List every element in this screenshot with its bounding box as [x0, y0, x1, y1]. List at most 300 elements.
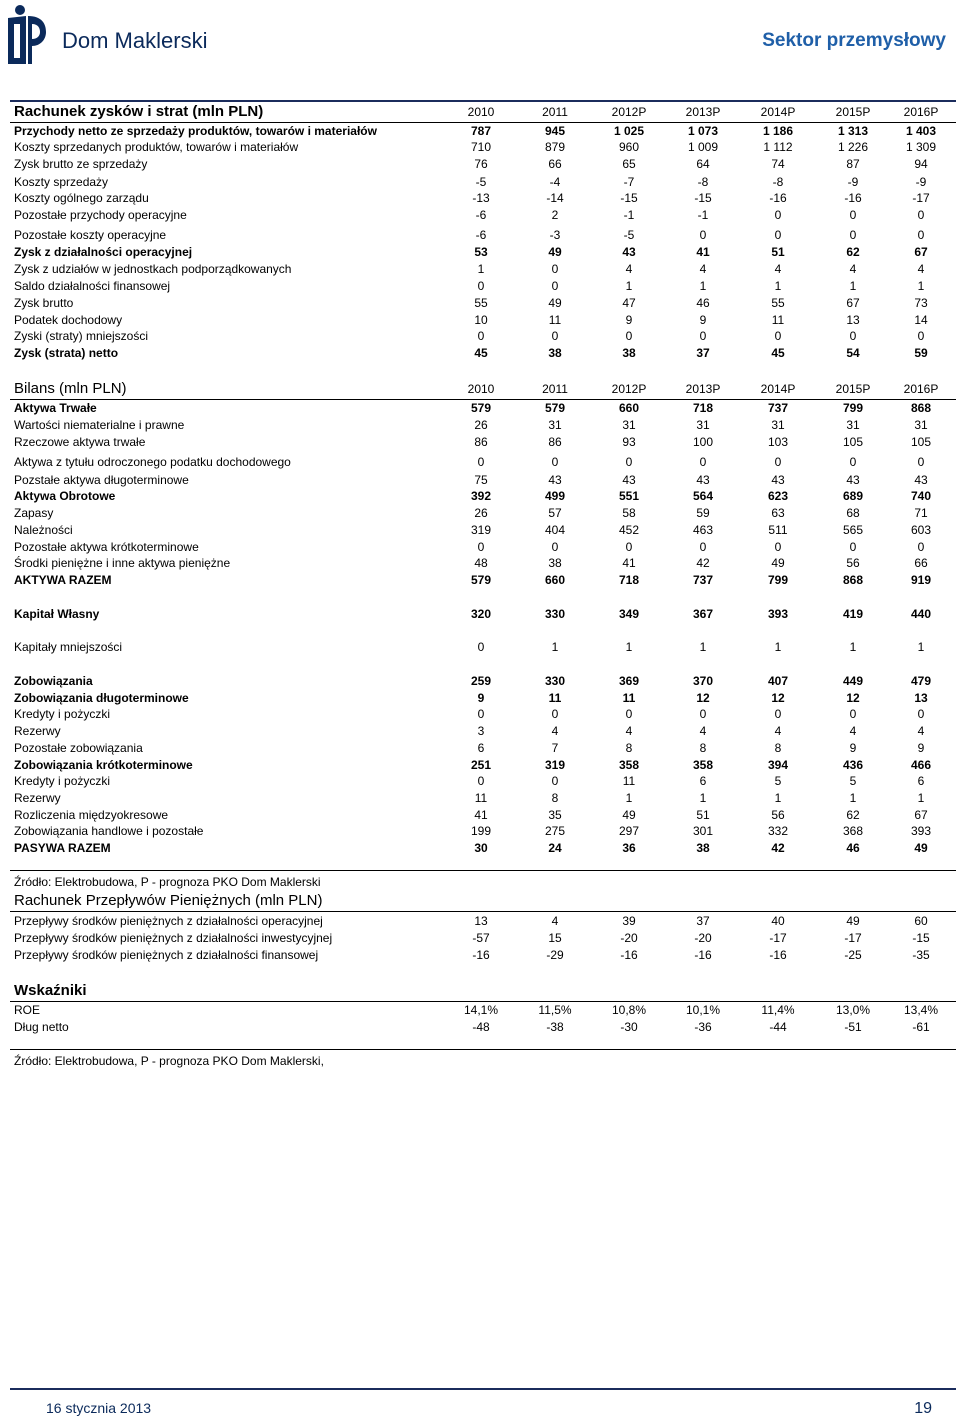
income-row [14, 278, 944, 295]
cell-value: -15 [694, 191, 712, 205]
cell-value: -30 [620, 1020, 638, 1034]
row-label: Koszty ogólnego zarządu [14, 191, 149, 205]
cell-value: 76 [474, 157, 488, 171]
cell-value: 787 [470, 124, 492, 138]
cell-value: 4 [849, 262, 857, 276]
cell-value: 86 [548, 435, 562, 449]
cell-value: -1 [623, 208, 635, 222]
source-rule-1 [10, 870, 956, 871]
cell-value: 0 [774, 540, 782, 554]
cell-value: 368 [842, 824, 864, 838]
cell-value: 74 [771, 157, 785, 171]
cell-value: 11 [474, 791, 488, 805]
year-header: 2010 [467, 382, 495, 396]
cell-value: 1 [849, 791, 857, 805]
cell-value: -25 [844, 948, 862, 962]
cell-value: 36 [622, 841, 636, 855]
source-note-2: Źródło: Elektrobudowa, P - prognoza PKO Dom Maklerski, [14, 1054, 324, 1068]
row-label: Kapitał Własny [14, 607, 100, 621]
year-header: 2013P [685, 105, 721, 119]
income-row [14, 227, 944, 244]
row-label: Kapitały mniejszości [14, 640, 123, 654]
cell-value: 275 [544, 824, 566, 838]
cell-value: 46 [846, 841, 860, 855]
cell-value: 0 [551, 455, 559, 469]
cell-value: 67 [914, 245, 928, 259]
balance-row [14, 690, 944, 707]
cell-value: 5 [774, 774, 782, 788]
cell-value: -16 [694, 948, 712, 962]
cell-value: 0 [774, 455, 782, 469]
cell-value: 2 [551, 208, 559, 222]
year-header: 2016P [903, 382, 939, 396]
cell-value: 87 [846, 157, 860, 171]
cell-value: 66 [548, 157, 562, 171]
cell-value: 330 [544, 674, 566, 688]
cell-value: 12 [696, 691, 710, 705]
cell-value: 0 [477, 279, 485, 293]
cell-value: -35 [912, 948, 930, 962]
cell-value: -29 [546, 948, 564, 962]
row-label: Przepływy środków pieniężnych z działalności finansowej [14, 948, 319, 962]
cell-value: 31 [846, 418, 860, 432]
balance-row [14, 539, 944, 556]
cell-value: 660 [618, 401, 640, 415]
cell-value: 0 [917, 208, 925, 222]
cell-value: 57 [548, 506, 562, 520]
cell-value: -44 [769, 1020, 787, 1034]
row-label: Zobowiązania długoterminowe [14, 691, 189, 705]
row-label: Zobowiązania [14, 674, 93, 688]
cell-value: 53 [474, 245, 488, 259]
cell-value: 10,8% [611, 1003, 647, 1017]
cell-value: 689 [842, 489, 864, 503]
cell-value: 8 [699, 741, 707, 755]
balance-row [14, 639, 944, 656]
cell-value: 38 [696, 841, 710, 855]
cell-value: 367 [692, 607, 714, 621]
ratios-title: Wskaźniki [14, 982, 87, 999]
income-row [14, 345, 944, 362]
row-label: Rozliczenia międzyokresowe [14, 808, 169, 822]
cell-value: 65 [622, 157, 636, 171]
cell-value: 499 [544, 489, 566, 503]
cashflow-header-rule [10, 911, 956, 912]
cell-value: 37 [696, 346, 710, 360]
cell-value: 14,1% [463, 1003, 499, 1017]
cell-value: 0 [699, 540, 707, 554]
cell-value: 58 [622, 506, 636, 520]
cell-value: 38 [548, 556, 562, 570]
row-label: Należności [14, 523, 73, 537]
cell-value: 54 [846, 346, 860, 360]
balance-row [14, 454, 944, 471]
cell-value: -16 [472, 948, 490, 962]
cell-value: -3 [549, 228, 561, 242]
cell-value: 945 [544, 124, 566, 138]
cell-value: 1 [699, 640, 707, 654]
cell-value: 0 [849, 228, 857, 242]
cell-value: 564 [692, 489, 714, 503]
cell-value: 0 [849, 208, 857, 222]
cell-value: 4 [774, 262, 782, 276]
balance-row [14, 606, 944, 623]
cell-value: 259 [470, 674, 492, 688]
cell-value: 15 [548, 931, 562, 945]
cell-value: -17 [844, 931, 862, 945]
cell-value: 466 [910, 758, 932, 772]
cell-value: 4 [774, 724, 782, 738]
balance-row [14, 706, 944, 723]
year-header: 2012P [611, 105, 647, 119]
cell-value: 13,4% [903, 1003, 939, 1017]
ratios-row [14, 1002, 944, 1019]
cell-value: 301 [692, 824, 714, 838]
cell-value: 0 [551, 774, 559, 788]
cell-value: 0 [774, 329, 782, 343]
income-row [14, 190, 944, 207]
cell-value: 43 [622, 245, 636, 259]
cell-value: 330 [544, 607, 566, 621]
cell-value: -17 [912, 191, 930, 205]
cell-value: 868 [910, 401, 932, 415]
cell-value: 0 [477, 640, 485, 654]
income-row [14, 261, 944, 278]
row-label: Kredyty i pożyczki [14, 707, 111, 721]
cell-value: -5 [623, 228, 635, 242]
cell-value: 1 [551, 640, 559, 654]
cell-value: 1 [625, 279, 633, 293]
row-label: Zysk (strata) netto [14, 346, 119, 360]
income-statement-title: Rachunek zysków i strat (mln PLN) [14, 103, 264, 120]
cell-value: 320 [470, 607, 492, 621]
cell-value: 4 [551, 724, 559, 738]
cell-value: 51 [771, 245, 785, 259]
balance-row [14, 740, 944, 757]
cell-value: 41 [696, 245, 710, 259]
cell-value: 49 [548, 296, 562, 310]
cell-value: 6 [917, 774, 925, 788]
cell-value: 479 [910, 674, 932, 688]
row-label: Pozostałe aktywa krótkoterminowe [14, 540, 199, 554]
cell-value: 40 [771, 914, 785, 928]
cell-value: 319 [544, 758, 566, 772]
cell-value: 93 [622, 435, 636, 449]
source-note: Źródło: Elektrobudowa, P - prognoza PKO Dom Maklerski [14, 875, 321, 889]
cell-value: 11,5% [538, 1003, 572, 1017]
footer-date: 16 stycznia 2013 [46, 1400, 152, 1416]
cell-value: 0 [551, 707, 559, 721]
cell-value: 1 [849, 640, 857, 654]
row-label: Przepływy środków pieniężnych z działalności inwestycyjnej [14, 931, 333, 945]
cell-value: 1 [625, 791, 633, 805]
balance-row [14, 673, 944, 690]
cell-value: -15 [620, 191, 638, 205]
income-row [14, 312, 944, 329]
row-label: Saldo działalności finansowej [14, 279, 171, 293]
cell-value: 297 [618, 824, 640, 838]
cell-value: 9 [477, 691, 485, 705]
row-label: Przepływy środków pieniężnych z działalności operacyjnej [14, 914, 323, 928]
row-label: Przychody netto ze sprzedaży produktów, towarów i materiałów [14, 124, 377, 138]
cell-value: 1 [477, 262, 485, 276]
cell-value: 440 [910, 607, 932, 621]
cell-value: 419 [842, 607, 864, 621]
cell-value: -16 [844, 191, 862, 205]
cell-value: 11,4% [761, 1003, 795, 1017]
row-label: Środki pieniężne i inne aktywa pieniężne [14, 556, 231, 570]
cell-value: 0 [551, 279, 559, 293]
row-label: AKTYWA RAZEM [14, 573, 112, 587]
cell-value: 11 [622, 774, 636, 788]
cell-value: 13 [474, 914, 488, 928]
row-label: ROE [14, 1003, 41, 1017]
cell-value: 103 [767, 435, 789, 449]
cell-value: 1 [625, 640, 633, 654]
balance-row [14, 472, 944, 489]
year-header: 2015P [835, 105, 871, 119]
cell-value: 4 [917, 724, 925, 738]
row-label: Aktywa Obrotowe [14, 489, 116, 503]
cell-value: 710 [470, 140, 492, 154]
cell-value: 0 [477, 455, 485, 469]
balance-row [14, 773, 944, 790]
row-label: Zobowiązania krótkoterminowe [14, 758, 193, 772]
cell-value: 10,1% [685, 1003, 721, 1017]
cell-value: 31 [548, 418, 562, 432]
cell-value: 511 [768, 523, 788, 537]
cell-value: 11 [548, 313, 562, 327]
cell-value: 6 [699, 774, 707, 788]
cell-value: 0 [917, 707, 925, 721]
cell-value: 86 [474, 435, 488, 449]
cell-value: 31 [696, 418, 710, 432]
cell-value: 660 [544, 573, 566, 587]
balance-row [14, 807, 944, 824]
cell-value: 0 [699, 228, 707, 242]
cell-value: 55 [771, 296, 785, 310]
cell-value: 43 [846, 473, 860, 487]
cell-value: 31 [914, 418, 928, 432]
cell-value: 26 [474, 418, 488, 432]
cell-value: 31 [771, 418, 785, 432]
cell-value: 43 [548, 473, 562, 487]
cell-value: 452 [618, 523, 640, 537]
cashflow-row [14, 947, 944, 964]
cell-value: 64 [696, 157, 710, 171]
cell-value: -8 [697, 175, 709, 189]
section-title: Sektor przemysłowy [762, 30, 946, 51]
cell-value: 45 [474, 346, 488, 360]
cell-value: -7 [623, 175, 635, 189]
year-header: 2016P [903, 105, 939, 119]
cell-value: 105 [842, 435, 864, 449]
cell-value: 41 [474, 808, 488, 822]
page-footer [0, 1388, 960, 1419]
brand-name: Dom Maklerski [62, 28, 208, 53]
pko-logo-icon [6, 4, 48, 66]
year-header: 2010 [467, 105, 495, 119]
row-label: Kredyty i pożyczki [14, 774, 111, 788]
row-label: Rezerwy [14, 724, 61, 738]
cell-value: 0 [699, 707, 707, 721]
cell-value: -14 [546, 191, 564, 205]
cell-value: 42 [696, 556, 710, 570]
cell-value: 1 403 [905, 124, 937, 138]
cell-value: 49 [622, 808, 636, 822]
cell-value: 105 [910, 435, 932, 449]
cell-value: 12 [771, 691, 785, 705]
cell-value: 1 186 [762, 124, 794, 138]
cell-value: -5 [475, 175, 487, 189]
cell-value: 56 [846, 556, 860, 570]
row-label: Podatek dochodowy [14, 313, 123, 327]
balance-row [14, 434, 944, 451]
cell-value: 6 [477, 741, 485, 755]
cell-value: 1 [774, 279, 782, 293]
cell-value: 55 [474, 296, 488, 310]
cell-value: 251 [470, 758, 492, 772]
balance-row [14, 723, 944, 740]
income-row [14, 123, 944, 140]
cell-value: 9 [699, 313, 707, 327]
row-label: Aktywa Trwałe [14, 401, 97, 415]
cashflow-row [14, 913, 944, 930]
cell-value: -61 [912, 1020, 930, 1034]
cell-value: -16 [769, 191, 787, 205]
cell-value: 0 [699, 329, 707, 343]
cell-value: 4 [551, 914, 559, 928]
cell-value: 35 [548, 808, 562, 822]
cell-value: 59 [696, 506, 710, 520]
cell-value: 94 [914, 157, 928, 171]
cell-value: 1 [917, 640, 925, 654]
cell-value: 0 [625, 540, 633, 554]
cell-value: 868 [842, 573, 864, 587]
cell-value: 11 [548, 691, 562, 705]
cell-value: -8 [772, 175, 784, 189]
cell-value: 37 [696, 914, 710, 928]
cell-value: 1 313 [837, 124, 869, 138]
cell-value: 59 [914, 346, 928, 360]
cell-value: 39 [622, 914, 636, 928]
ratios-row [14, 1019, 944, 1036]
income-row [14, 328, 944, 345]
cell-value: 1 073 [687, 124, 719, 138]
cell-value: 42 [771, 841, 785, 855]
year-header: 2012P [611, 382, 647, 396]
cell-value: 0 [774, 228, 782, 242]
cell-value: -9 [915, 175, 927, 189]
cell-value: -20 [620, 931, 638, 945]
cell-value: 0 [477, 774, 485, 788]
cell-value: 393 [767, 607, 789, 621]
cell-value: -1 [697, 208, 709, 222]
cell-value: 30 [474, 841, 488, 855]
cell-value: 26 [474, 506, 488, 520]
cell-value: 100 [692, 435, 714, 449]
balance-row [14, 757, 944, 774]
cell-value: 879 [544, 140, 566, 154]
cell-value: 799 [842, 401, 864, 415]
year-header: 2014P [760, 382, 796, 396]
cell-value: 370 [692, 674, 714, 688]
cell-value: 31 [622, 418, 636, 432]
year-header: 2011 [542, 105, 568, 119]
cell-value: 71 [914, 506, 928, 520]
cell-value: 1 [774, 791, 782, 805]
ratios-header [14, 981, 944, 1001]
cell-value: 4 [625, 262, 633, 276]
cell-value: 407 [767, 674, 789, 688]
cell-value: 43 [771, 473, 785, 487]
cell-value: 740 [910, 489, 932, 503]
cell-value: 718 [618, 573, 640, 587]
cell-value: 43 [622, 473, 636, 487]
cell-value: 75 [474, 473, 488, 487]
row-label: Rzeczowe aktywa trwałe [14, 435, 146, 449]
cell-value: 1 309 [905, 140, 937, 154]
cell-value: -16 [769, 948, 787, 962]
cell-value: 49 [846, 914, 860, 928]
row-label: Rezerwy [14, 791, 61, 805]
cell-value: 1 226 [837, 140, 869, 154]
income-row [14, 244, 944, 261]
cell-value: 73 [914, 296, 928, 310]
cell-value: 13 [846, 313, 860, 327]
cell-value: 48 [474, 556, 488, 570]
balance-sheet-header [14, 379, 944, 399]
cell-value: 0 [917, 540, 925, 554]
cell-value: 0 [849, 329, 857, 343]
cell-value: 8 [774, 741, 782, 755]
cell-value: 46 [696, 296, 710, 310]
income-row [14, 139, 944, 156]
cell-value: -13 [472, 191, 490, 205]
balance-row [14, 488, 944, 505]
row-label: PASYWA RAZEM [14, 841, 111, 855]
cell-value: 1 [774, 640, 782, 654]
cell-value: 9 [625, 313, 633, 327]
row-label: Pozostałe koszty operacyjne [14, 228, 167, 242]
cell-value: 9 [849, 741, 857, 755]
cell-value: 565 [842, 523, 864, 537]
cell-value: 7 [551, 741, 559, 755]
cell-value: 41 [622, 556, 636, 570]
row-label: Zapasy [14, 506, 54, 520]
cell-value: -6 [475, 208, 487, 222]
row-label: Aktywa z tytułu odroczonego podatku dochodowego [14, 455, 291, 469]
row-label: Wartości niematerialne i prawne [14, 418, 185, 432]
cell-value: 0 [849, 707, 857, 721]
balance-row [14, 790, 944, 807]
cell-value: 463 [692, 523, 714, 537]
cell-value: 24 [548, 841, 562, 855]
balance-row [14, 400, 944, 417]
cell-value: 0 [625, 329, 633, 343]
cell-value: 369 [618, 674, 640, 688]
cell-value: 63 [771, 506, 785, 520]
cell-value: 1 025 [613, 124, 645, 138]
cell-value: 8 [625, 741, 633, 755]
cell-value: 62 [846, 808, 860, 822]
cell-value: 43 [696, 473, 710, 487]
cell-value: 0 [551, 329, 559, 343]
cell-value: 4 [699, 724, 707, 738]
cell-value: 579 [470, 401, 492, 415]
balance-row [14, 572, 944, 589]
income-row [14, 174, 944, 191]
